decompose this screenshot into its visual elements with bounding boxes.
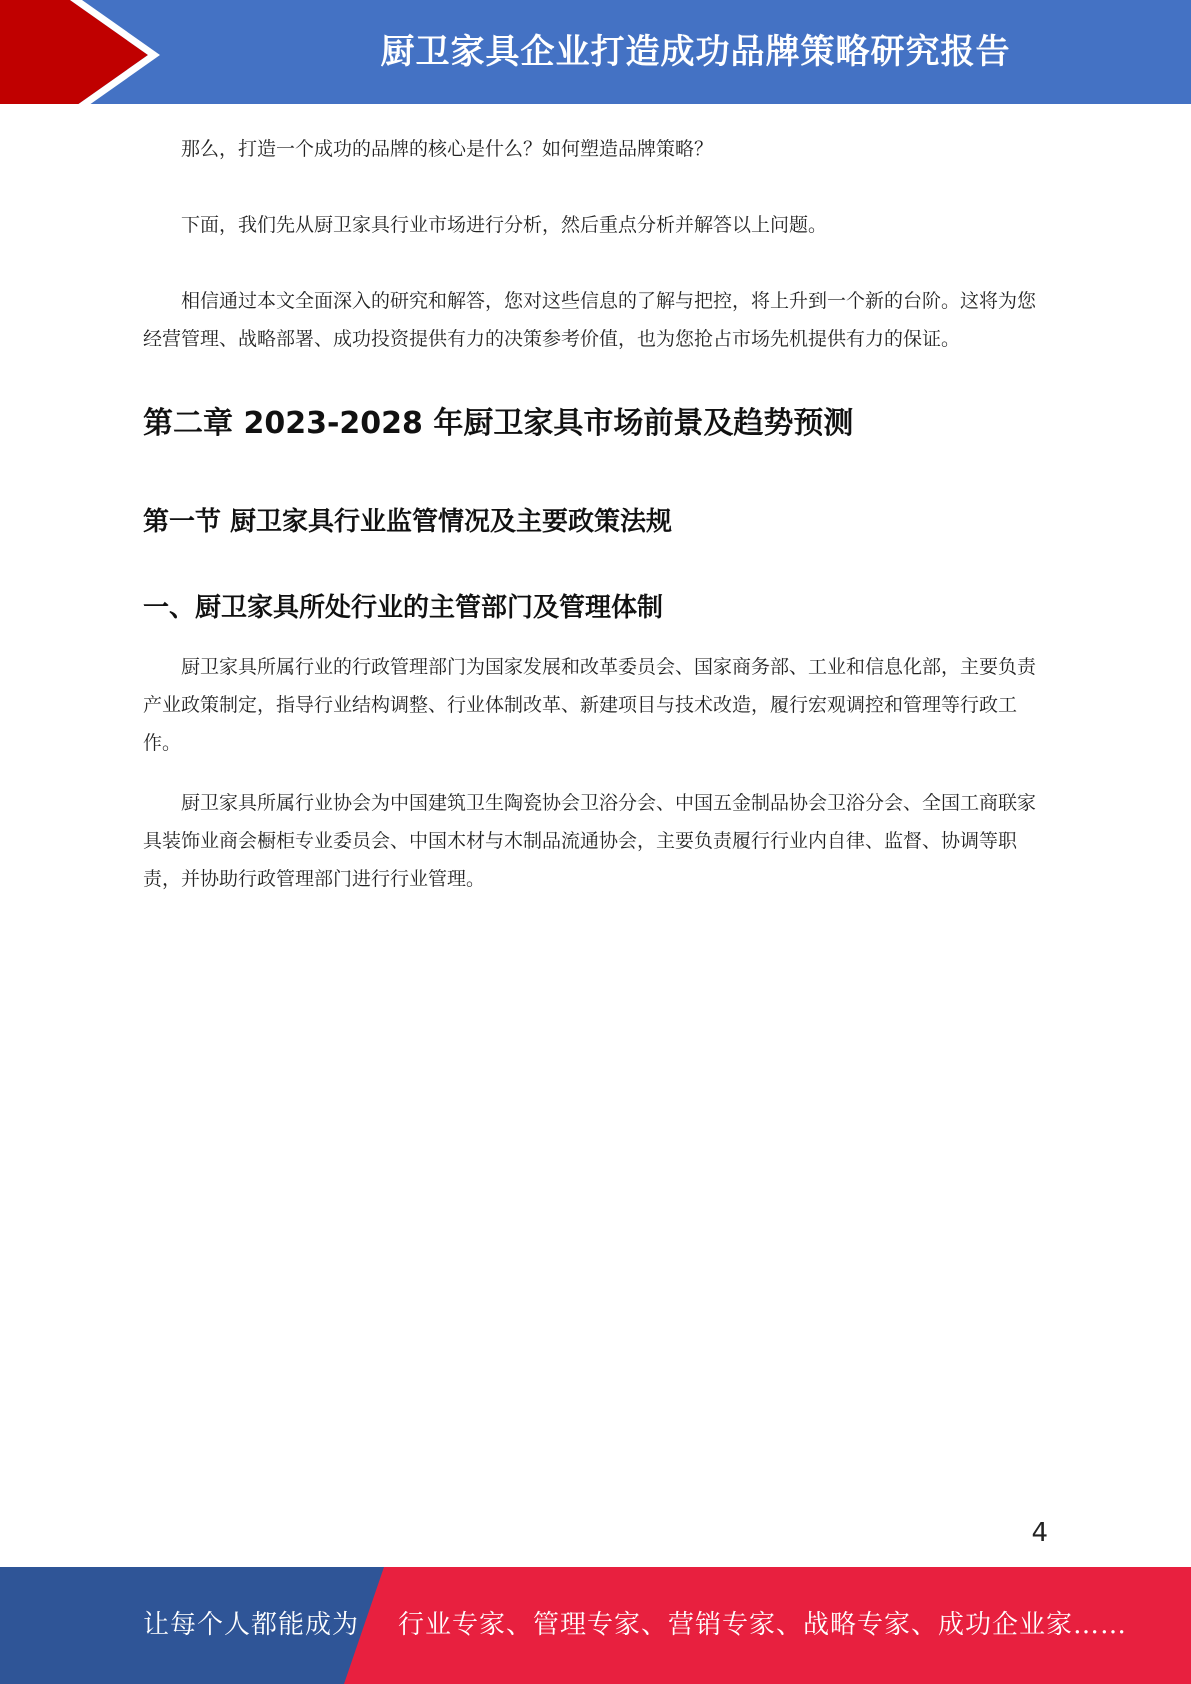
footer-banner [0, 1567, 1191, 1684]
section-title: 第一节 厨卫家具行业监管情况及主要政策法规 [143, 507, 673, 537]
document-body [143, 130, 1045, 898]
footer-slogan-left: 让每个人都能成为 [143, 1610, 360, 1640]
page-number: 4 [1031, 1518, 1048, 1548]
paragraph-associations: 厨卫家具所属行业协会为中国建筑卫生陶瓷协会卫浴分会、中国五金制品协会卫浴分会、全国工商联家具装饰业商会橱柜专业委员会、中国木材与木制品流通协会，主要负责履行行业内自律、监督、协调等职责，并协助行政管理部门进行行业管理。 [143, 792, 1037, 890]
chapter-title: 第二章 2023-2028 年厨卫家具市场前景及趋势预测 [143, 406, 854, 441]
subsection-title: 一、厨卫家具所处行业的主管部门及管理体制 [143, 593, 664, 623]
document-title: 厨卫家具企业打造成功品牌策略研究报告 [380, 32, 1011, 72]
header-banner [0, 0, 1191, 110]
paragraph-intro: 下面，我们先从厨卫家具行业市场进行分析，然后重点分析并解答以上问题。 [181, 214, 828, 236]
paragraph-question: 那么，打造一个成功的品牌的核心是什么？如何塑造品牌策略？ [181, 138, 714, 160]
footer-slogan-right: 行业专家、管理专家、营销专家、战略专家、成功企业家…… [398, 1610, 1128, 1640]
paragraph-value: 相信通过本文全面深入的研究和解答，您对这些信息的了解与把控，将上升到一个新的台阶。这将为您经营管理、战略部署、成功投资提供有力的决策参考价值，也为您抢占市场先机提供有力的保证。 [143, 290, 1037, 350]
paragraph-authorities: 厨卫家具所属行业的行政管理部门为国家发展和改革委员会、国家商务部、工业和信息化部，主要负责产业政策制定，指导行业结构调整、行业体制改革、新建项目与技术改造，履行宏观调控和管理等行政工作。 [143, 656, 1037, 754]
